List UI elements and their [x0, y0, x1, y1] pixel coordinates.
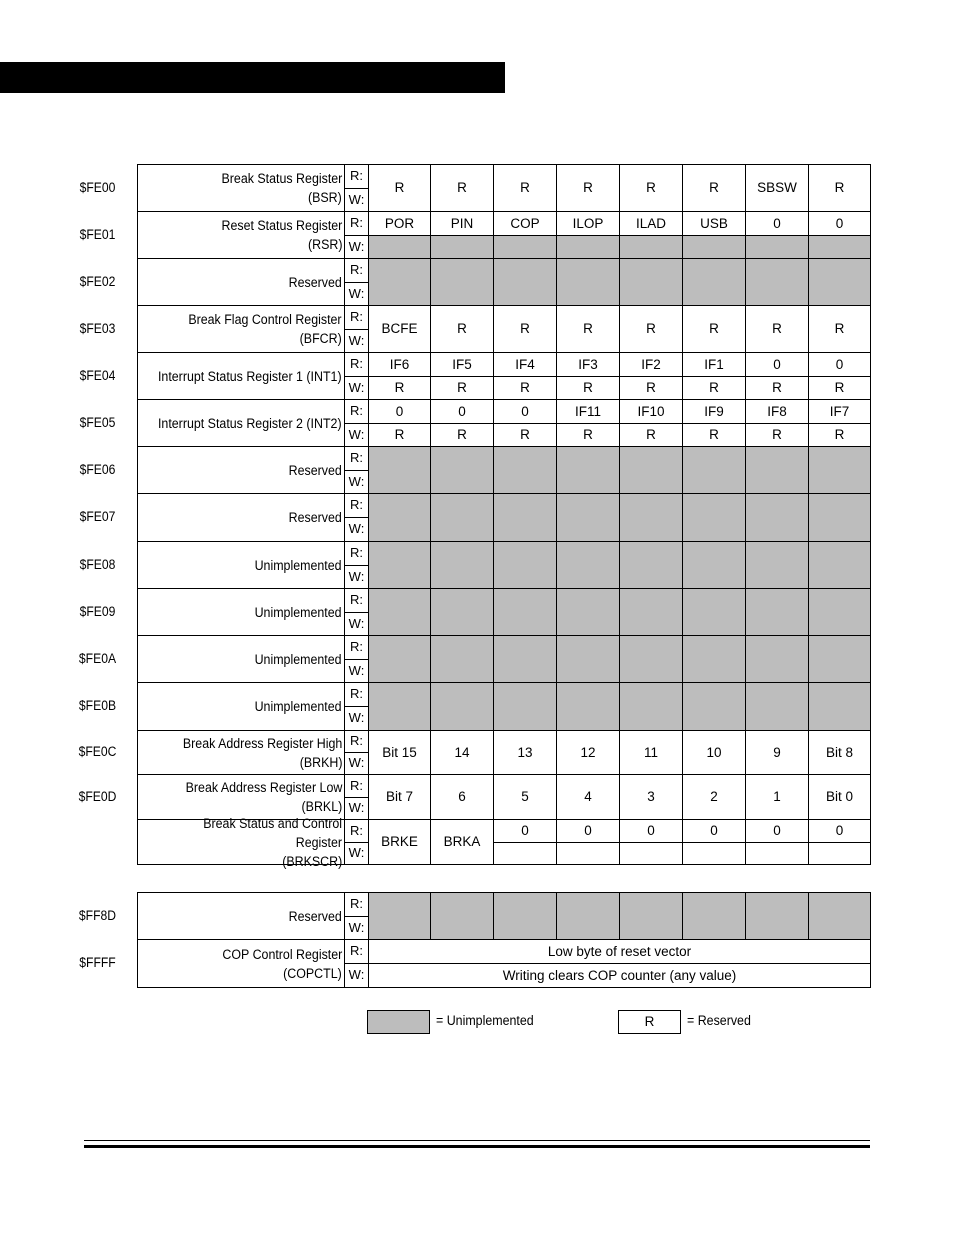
rw-divider — [344, 752, 368, 753]
rw-divider — [344, 659, 368, 660]
register-name-line: Break Address Register High — [182, 735, 342, 751]
unimplemented-cell — [746, 636, 808, 682]
read-label: R: — [350, 896, 363, 911]
footer-rule-thick — [84, 1145, 870, 1148]
write-bit-cell: R — [457, 380, 467, 395]
register-address: $FE08 — [79, 556, 116, 572]
legend-unimplemented-label: = Unimplemented — [436, 1013, 534, 1028]
bit-rw-divider — [682, 235, 745, 236]
unimplemented-cell — [620, 259, 682, 305]
unimplemented-cell — [557, 542, 619, 588]
bit-cell: R — [457, 321, 467, 336]
bit-rw-divider — [430, 235, 493, 236]
register-name-line: Reserved — [288, 908, 342, 924]
read-bit-cell: IF11 — [574, 403, 601, 419]
register-name — [138, 775, 344, 819]
read-bit-cell: IF3 — [578, 356, 598, 372]
register-address: $FE0A — [78, 650, 117, 666]
bit-cell: 10 — [706, 744, 722, 760]
bit-cell: R — [520, 180, 530, 195]
read-bit-cell: 0 — [647, 823, 655, 838]
write-label: W: — [348, 332, 365, 348]
unimplemented-cell — [557, 893, 619, 939]
rw-divider — [344, 963, 368, 964]
unimplemented-cell — [809, 494, 870, 541]
bit-cell: 4 — [584, 789, 592, 804]
unimplemented-cell — [809, 589, 870, 635]
write-label: W: — [348, 615, 365, 631]
write-label: W: — [348, 285, 365, 301]
bit-rw-divider — [682, 423, 745, 424]
footer-rule-thin — [84, 1140, 870, 1141]
write-bit-cell: R — [520, 427, 530, 442]
read-span-cell: Low byte of reset vector — [547, 943, 692, 959]
register-name-line: (BRKH) — [299, 754, 342, 770]
read-label: R: — [350, 450, 363, 465]
write-bit-cell: R — [646, 380, 656, 395]
register-name — [138, 589, 344, 635]
bit-rw-divider — [745, 423, 808, 424]
unimplemented-cell — [431, 589, 493, 635]
unimplemented-cell — [683, 589, 745, 635]
write-bit-cell: R — [394, 427, 405, 442]
bit-cell: 12 — [580, 744, 596, 760]
read-bit-cell: 0 — [521, 823, 529, 838]
write-label: W: — [348, 521, 365, 536]
bit-cell: 9 — [773, 744, 781, 760]
header-bar — [0, 62, 505, 93]
unimplemented-cell — [431, 447, 493, 493]
register-address: $FE03 — [79, 320, 116, 336]
bit-cell: SBSW — [757, 180, 797, 195]
register-name-line: Reserved — [288, 462, 342, 478]
bit-cell: R — [709, 321, 719, 336]
unimplemented-cell — [369, 542, 430, 588]
register-name-line: (COPCTL) — [283, 965, 342, 981]
unimplemented-cell — [620, 236, 682, 258]
register-name — [138, 542, 344, 588]
unimplemented-cell — [369, 447, 430, 493]
unimplemented-cell — [809, 236, 870, 258]
read-label: R: — [350, 168, 363, 183]
write-label: W: — [348, 845, 365, 860]
register-address: $FE02 — [79, 273, 116, 289]
register-address: $FE05 — [79, 414, 116, 430]
bit-cell: R — [646, 321, 656, 336]
read-label: R: — [350, 592, 363, 607]
register-name-line: Unimplemented — [255, 651, 342, 667]
rw-divider — [344, 517, 368, 518]
register-name — [138, 353, 344, 399]
bit-cell: 6 — [458, 789, 466, 804]
register-name — [138, 165, 344, 211]
unimplemented-cell — [369, 893, 430, 939]
bit-rw-divider — [682, 842, 745, 843]
bit-rw-divider — [619, 235, 682, 236]
unimplemented-cell — [809, 893, 870, 939]
unimplemented-cell — [683, 683, 745, 730]
read-label: R: — [350, 733, 363, 748]
unimplemented-cell — [746, 236, 808, 258]
register-name — [138, 636, 344, 682]
unimplemented-cell — [494, 542, 556, 588]
unimplemented-cell — [369, 683, 430, 730]
bit-rw-divider — [493, 376, 556, 377]
write-label: W: — [348, 379, 365, 395]
bit-cell: R — [394, 180, 405, 195]
unimplemented-cell — [620, 683, 682, 730]
bit-cell: 2 — [710, 789, 718, 804]
unimplemented-cell — [431, 893, 493, 939]
write-label: W: — [348, 755, 365, 770]
register-name-line: Break Address Register Low — [185, 780, 342, 795]
rw-divider — [344, 376, 368, 377]
bit-rw-divider — [368, 235, 430, 236]
register-address: $FE09 — [79, 603, 116, 619]
read-bit-cell: 0 — [521, 403, 529, 419]
unimplemented-cell — [746, 589, 808, 635]
bit-cell: R — [583, 321, 593, 336]
register-name — [138, 212, 344, 258]
read-bit-cell: 0 — [835, 215, 844, 231]
register-name-line: Interrupt Status Register 1 (INT1) — [158, 368, 342, 384]
bit-rw-divider — [556, 423, 619, 424]
unimplemented-cell — [620, 636, 682, 682]
unimplemented-cell — [431, 542, 493, 588]
bit-rw-divider — [808, 235, 870, 236]
read-label: R: — [350, 262, 363, 277]
unimplemented-cell — [494, 494, 556, 541]
read-label: R: — [350, 215, 363, 230]
read-bit-cell: 0 — [458, 403, 466, 419]
register-name — [138, 494, 344, 541]
write-label: W: — [348, 800, 365, 815]
write-label: W: — [348, 967, 365, 982]
write-bit-cell: R — [520, 380, 530, 395]
register-name-line: (BRKL) — [301, 799, 342, 814]
bit-cell: R — [583, 180, 593, 195]
register-name — [138, 893, 344, 939]
bit-rw-divider — [556, 842, 619, 843]
rw-divider — [344, 565, 368, 566]
bit-cell: 13 — [517, 744, 533, 760]
unimplemented-cell — [431, 494, 493, 541]
unimplemented-cell — [494, 447, 556, 493]
unimplemented-cell — [683, 447, 745, 493]
read-bit-cell: 0 — [835, 356, 844, 372]
read-label: R: — [350, 356, 363, 371]
write-bit-cell: R — [709, 380, 719, 395]
write-label: W: — [348, 710, 365, 725]
rw-divider — [344, 329, 368, 330]
read-label: R: — [350, 309, 363, 324]
write-bit-cell: R — [834, 427, 845, 442]
register-address: $FE01 — [79, 226, 116, 242]
write-bit-cell: R — [772, 380, 782, 395]
read-label: R: — [350, 777, 363, 793]
write-label: W: — [348, 426, 365, 442]
bit-rw-divider — [493, 842, 556, 843]
bit-cell: 14 — [454, 744, 470, 760]
register-address: $FE06 — [79, 461, 116, 477]
register-name-line: Reserved — [288, 510, 342, 525]
bit-cell: BRKE — [381, 834, 418, 849]
read-label: R: — [350, 497, 363, 512]
bit-cell: 1 — [773, 789, 781, 804]
rw-divider — [344, 188, 368, 189]
unimplemented-cell — [746, 494, 808, 541]
read-label: R: — [350, 403, 363, 418]
unimplemented-cell — [494, 589, 556, 635]
unimplemented-cell — [683, 636, 745, 682]
bit-rw-divider — [808, 423, 870, 424]
read-bit-cell: USB — [700, 215, 728, 231]
register-name — [138, 683, 344, 730]
bit-cell: R — [772, 321, 782, 336]
unimplemented-cell — [620, 589, 682, 635]
unimplemented-cell — [620, 893, 682, 939]
register-address: $FE0C — [78, 744, 117, 759]
bit-rw-divider — [556, 376, 619, 377]
unimplemented-cell — [746, 259, 808, 305]
register-name-line: Interrupt Status Register 2 (INT2) — [158, 415, 342, 431]
bit-cell: BCFE — [381, 321, 418, 336]
write-label: W: — [348, 238, 365, 254]
unimplemented-cell — [683, 542, 745, 588]
read-bit-cell: IF7 — [829, 403, 850, 419]
register-address: $FE07 — [79, 509, 116, 524]
read-label: R: — [350, 943, 363, 958]
read-bit-cell: 0 — [710, 823, 718, 838]
legend-reserved-swatch: R — [618, 1010, 681, 1034]
read-bit-cell: IF1 — [704, 356, 724, 372]
unimplemented-cell — [557, 259, 619, 305]
unimplemented-cell — [557, 494, 619, 541]
register-name-line: (BSR) — [308, 190, 342, 205]
bit-cell: Bit 0 — [825, 789, 853, 804]
bit-cell: R — [834, 321, 845, 336]
read-bit-cell: IF9 — [704, 403, 724, 419]
unimplemented-cell — [557, 236, 619, 258]
write-bit-cell: R — [394, 380, 405, 395]
bit-rw-divider — [745, 842, 808, 843]
read-bit-cell: 0 — [773, 823, 781, 838]
bit-cell: BRKA — [443, 834, 481, 849]
bit-rw-divider — [493, 423, 556, 424]
bit-cell: Bit 7 — [385, 789, 413, 804]
bit-cell: 3 — [647, 789, 655, 804]
legend-unimplemented-swatch — [367, 1010, 430, 1034]
read-bit-cell: PIN — [450, 215, 474, 231]
unimplemented-cell — [620, 542, 682, 588]
register-address: $FF8D — [78, 907, 117, 923]
unimplemented-cell — [620, 447, 682, 493]
register-name-line: (RSR) — [307, 237, 342, 252]
unimplemented-cell — [557, 589, 619, 635]
register-name-line: Break Flag Control Register — [188, 312, 342, 327]
unimplemented-cell — [494, 259, 556, 305]
rw-divider — [344, 612, 368, 613]
legend-reserved-label: = Reserved — [687, 1013, 751, 1028]
bit-cell: Bit 15 — [382, 744, 417, 760]
bit-rw-divider — [430, 376, 493, 377]
bit-rw-divider — [808, 376, 870, 377]
bit-rw-divider — [808, 842, 870, 843]
unimplemented-cell — [746, 683, 808, 730]
read-bit-cell: IF5 — [452, 356, 472, 372]
unimplemented-cell — [494, 236, 556, 258]
register-address: $FE0B — [78, 698, 117, 713]
read-label: R: — [350, 639, 363, 654]
register-address: $FE00 — [79, 179, 116, 195]
unimplemented-cell — [431, 683, 493, 730]
unimplemented-cell — [557, 447, 619, 493]
read-bit-cell: ILOP — [572, 215, 604, 231]
write-bit-cell: R — [772, 427, 782, 442]
unimplemented-cell — [809, 447, 870, 493]
unimplemented-cell — [683, 494, 745, 541]
unimplemented-cell — [494, 893, 556, 939]
register-name — [138, 306, 344, 352]
write-bit-cell: R — [457, 427, 467, 442]
bit-cell: R — [834, 180, 845, 195]
unimplemented-cell — [683, 893, 745, 939]
register-name-line: Unimplemented — [255, 557, 342, 573]
bit-rw-divider — [682, 376, 745, 377]
register-name-line: Break Status and Control Register — [203, 815, 342, 850]
rw-divider — [344, 916, 368, 917]
register-name — [138, 400, 344, 446]
unimplemented-cell — [431, 259, 493, 305]
bit-rw-divider — [745, 235, 808, 236]
rw-divider — [344, 706, 368, 707]
unimplemented-cell — [369, 494, 430, 541]
read-bit-cell: IF8 — [767, 403, 787, 419]
register-address: $FFFF — [79, 955, 116, 970]
read-bit-cell: 0 — [835, 823, 844, 838]
rw-divider — [344, 842, 368, 843]
read-label: R: — [350, 686, 363, 701]
register-name — [138, 447, 344, 493]
bit-cell: Bit 8 — [825, 744, 853, 760]
register-name — [138, 940, 344, 987]
unimplemented-cell — [369, 589, 430, 635]
read-bit-cell: 0 — [584, 823, 592, 838]
bit-rw-divider — [493, 235, 556, 236]
unimplemented-cell — [431, 636, 493, 682]
register-name-line: Unimplemented — [255, 604, 342, 620]
register-name-line: (BRKSCR) — [281, 853, 342, 869]
unimplemented-cell — [746, 447, 808, 493]
unimplemented-cell — [809, 636, 870, 682]
read-bit-cell: 0 — [395, 403, 404, 419]
register-name — [138, 731, 344, 774]
rw-divider — [344, 797, 368, 798]
write-label: W: — [348, 473, 365, 489]
write-bit-cell: R — [709, 427, 719, 442]
register-name-line: (BFCR) — [299, 331, 342, 346]
read-bit-cell: IF10 — [637, 403, 665, 419]
write-label: W: — [348, 662, 365, 678]
write-span-cell: Writing clears COP counter (any value) — [502, 967, 737, 983]
unimplemented-cell — [557, 683, 619, 730]
read-bit-cell: ILAD — [635, 215, 666, 231]
read-bit-cell: IF4 — [515, 356, 535, 372]
bit-cell: R — [709, 180, 719, 195]
read-bit-cell: POR — [384, 215, 415, 231]
register-name-line: COP Control Register — [222, 946, 342, 962]
register-address: $FE0D — [78, 788, 117, 804]
rw-divider — [344, 470, 368, 471]
write-bit-cell: R — [834, 380, 845, 395]
rw-divider — [344, 423, 368, 424]
unimplemented-cell — [683, 236, 745, 258]
unimplemented-cell — [557, 636, 619, 682]
unimplemented-cell — [746, 542, 808, 588]
unimplemented-cell — [494, 683, 556, 730]
bit-rw-divider — [619, 423, 682, 424]
unimplemented-cell — [746, 893, 808, 939]
unimplemented-cell — [683, 259, 745, 305]
register-name — [138, 259, 344, 305]
bit-cell: R — [520, 321, 530, 336]
bit-rw-divider — [619, 376, 682, 377]
bit-cell: 5 — [521, 789, 529, 804]
register-name-line: Reserved — [288, 274, 342, 290]
unimplemented-cell — [369, 259, 430, 305]
read-bit-cell: 0 — [773, 356, 781, 372]
read-bit-cell: 0 — [773, 215, 781, 231]
bit-cell: R — [646, 180, 656, 195]
unimplemented-cell — [809, 542, 870, 588]
write-label: W: — [348, 919, 365, 935]
unimplemented-cell — [620, 494, 682, 541]
unimplemented-cell — [369, 636, 430, 682]
unimplemented-cell — [494, 636, 556, 682]
rw-divider — [344, 235, 368, 236]
read-label: R: — [350, 545, 363, 560]
read-label: R: — [350, 822, 363, 838]
write-bit-cell: R — [583, 380, 593, 395]
write-bit-cell: R — [646, 427, 656, 442]
write-label: W: — [348, 568, 365, 584]
rw-divider — [344, 282, 368, 283]
bit-rw-divider — [619, 842, 682, 843]
write-bit-cell: R — [583, 427, 593, 442]
register-name-line: Break Status Register — [221, 171, 342, 186]
unimplemented-cell — [809, 683, 870, 730]
register-address: $FE04 — [79, 367, 116, 383]
bit-rw-divider — [745, 376, 808, 377]
register-name-line: Reset Status Register — [221, 218, 342, 233]
read-bit-cell: IF6 — [389, 356, 410, 372]
read-bit-cell: COP — [510, 215, 540, 231]
write-label: W: — [348, 191, 365, 207]
register-name — [138, 815, 344, 869]
unimplemented-cell — [809, 259, 870, 305]
unimplemented-cell — [431, 236, 493, 258]
register-name-line: Unimplemented — [255, 699, 342, 714]
bit-cell: 11 — [643, 744, 658, 760]
bit-rw-divider — [430, 423, 493, 424]
unimplemented-cell — [369, 236, 430, 258]
bit-rw-divider — [368, 423, 430, 424]
bit-rw-divider — [368, 376, 430, 377]
bit-rw-divider — [556, 235, 619, 236]
read-bit-cell: IF2 — [641, 356, 661, 372]
bit-cell: R — [457, 180, 467, 195]
